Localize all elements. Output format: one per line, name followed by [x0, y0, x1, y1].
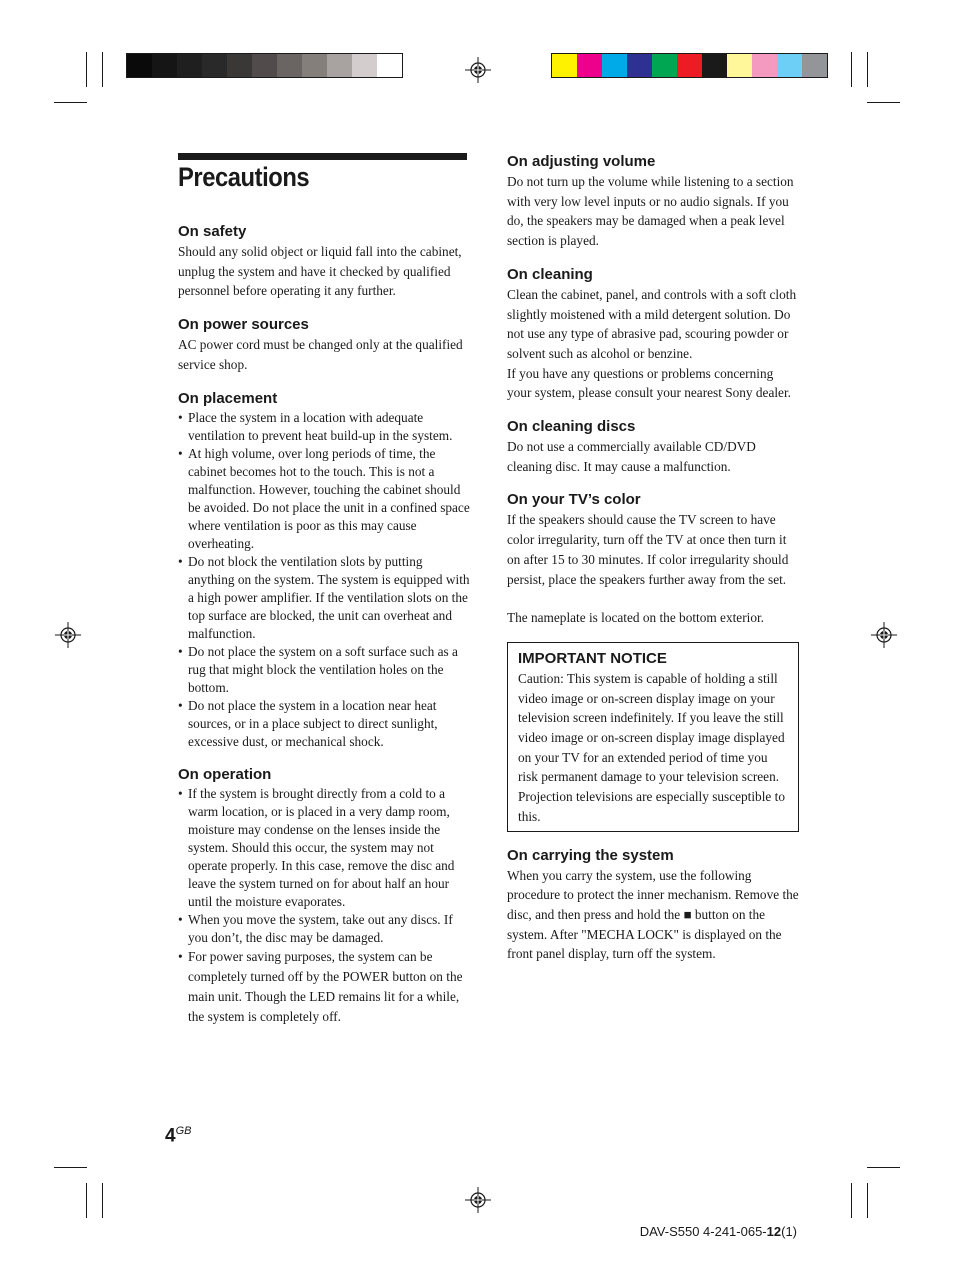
- crop-mark: [102, 1183, 103, 1218]
- color-swatch: [752, 54, 777, 77]
- registration-mark-icon: [871, 622, 897, 648]
- color-swatch: [602, 54, 627, 77]
- registration-mark-icon: [55, 622, 81, 648]
- footer-model: DAV-S550 4-241-065-: [639, 1224, 767, 1239]
- color-swatch: [652, 54, 677, 77]
- section-text: When you carry the system, use the following procedure to protect the inner mechanism. Remove the disc, and then press and hold the ■ button on the system. After "MECHA LOCK" is displayed on the front panel display, turn off the system.: [507, 867, 799, 962]
- crop-mark: [867, 52, 868, 87]
- bullet-list: [178, 409, 470, 751]
- footer-bold: 12: [766, 1224, 782, 1239]
- section-text: Do not use a commercially available CD/DVD cleaning disc. It may cause a malfunction.: [507, 439, 756, 474]
- grayscale-calibration-bar: [126, 53, 403, 78]
- section-tv-color: [507, 490, 799, 628]
- section-text: Clean the cabinet, panel, and controls with a soft cloth slightly moistened with a mild detergent solution. Do not use any type of abrasive pad, scouring powder or solvent such as alcohol or benzine.: [507, 286, 797, 361]
- section-cleaning-discs: [507, 417, 799, 476]
- color-swatch: [577, 54, 602, 77]
- page-number-value: 4: [165, 1125, 176, 1147]
- color-swatch: [327, 54, 352, 77]
- section-text: If you have any questions or problems concerning your system, please consult your nearest Sony dealer.: [507, 365, 791, 401]
- crop-mark: [54, 1167, 87, 1168]
- section-text: AC power cord must be changed only at the qualified service shop.: [178, 337, 463, 372]
- left-column: [178, 222, 470, 1041]
- color-swatch: [202, 54, 227, 77]
- color-swatch: [777, 54, 802, 77]
- section-cleaning: [507, 265, 799, 403]
- section-adjusting-volume: [507, 152, 799, 251]
- section-heading: On power sources: [178, 316, 309, 334]
- color-swatch: [727, 54, 752, 77]
- page-number-suffix: GB: [175, 1125, 192, 1137]
- section-text: Should any solid object or liquid fall into the cabinet, unplug the system and have it checked by qualified personnel before operating it any further.: [178, 244, 462, 299]
- color-swatch: [377, 54, 402, 77]
- color-swatch: [627, 54, 652, 77]
- section-carrying: [507, 846, 799, 965]
- section-heading: On operation: [178, 765, 272, 783]
- page-number: [165, 1125, 191, 1147]
- section-heading: On safety: [178, 223, 247, 240]
- crop-mark: [102, 52, 103, 87]
- section-placement: [178, 389, 470, 751]
- crop-mark: [851, 52, 852, 87]
- list-item: • Do not place the system in a location near heat sources, or in a place subject to direct sunlight, excessive dust, or mechanical shock.: [178, 697, 470, 751]
- crop-mark: [86, 52, 87, 87]
- crop-mark: [851, 1183, 852, 1218]
- list-item: • When you move the system, take out any discs. If you don’t, the disc may be damaged.: [178, 911, 470, 947]
- color-swatch: [302, 54, 327, 77]
- list-item: • Do not block the ventilation slots by putting anything on the system. The system is equipped with a high power amplifier. If the ventilation slots on the top surface are blocked, the unit can overheat and malfunction.: [178, 553, 470, 643]
- right-column: [507, 152, 799, 978]
- list-item: • If the system is brought directly from a cold to a warm location, or is placed in a very damp room, moisture may condense on the lenses inside the system. Should this occur, the system may not operate properly. In this case, remove the disc and leave the system turned on for about half an hour until the moisture evaporates.: [178, 785, 470, 911]
- color-swatch: [702, 54, 727, 77]
- list-item: • For power saving purposes, the system can be completely turned off by the POWER button on the main unit. Though the LED remains lit for a while, the system is completely off.: [178, 947, 470, 1027]
- color-calibration-bar: [551, 53, 828, 78]
- crop-mark: [867, 1183, 868, 1218]
- color-swatch: [127, 54, 152, 77]
- crop-mark: [54, 102, 87, 103]
- title-rule: [178, 153, 467, 160]
- footer-tail: (1): [781, 1224, 797, 1239]
- color-swatch: [252, 54, 277, 77]
- section-text: Do not turn up the volume while listening to a section with very low level inputs or no audio signals. If you do, the speakers may be damaged when a peak level section is played.: [507, 174, 794, 249]
- color-swatch: [677, 54, 702, 77]
- section-text: If the speakers should cause the TV screen to have color irregularity, turn off the TV at once then turn it on after 15 to 30 minutes. If color irregularity should persist, place the speakers further away from the set.: [507, 512, 789, 587]
- model-code-footer: [640, 1224, 797, 1239]
- color-swatch: [802, 54, 827, 77]
- section-safety: [178, 222, 470, 301]
- page-title: Precautions: [178, 162, 310, 192]
- section-heading: On cleaning: [507, 265, 593, 283]
- notice-heading: IMPORTANT NOTICE: [518, 649, 667, 667]
- color-swatch: [152, 54, 177, 77]
- list-item: • Do not place the system on a soft surface such as a rug that might block the ventilation holes on the bottom.: [178, 643, 470, 697]
- color-swatch: [352, 54, 377, 77]
- crop-mark: [867, 102, 900, 103]
- registration-mark-icon: [465, 1187, 491, 1213]
- section-heading: On adjusting volume: [507, 153, 656, 170]
- color-swatch: [552, 54, 577, 77]
- section-power-sources: [178, 315, 470, 374]
- notice-text: Caution: This system is capable of holding a still video image or on-screen display image on your television screen indefinitely. If you leave the still video image or on-screen display image displayed on your TV for an extended period of time you risk permanent damage to your television screen. Projection televisions are especially susceptible to this.: [518, 670, 785, 824]
- color-swatch: [277, 54, 302, 77]
- section-heading: On placement: [178, 389, 278, 407]
- crop-mark: [86, 1183, 87, 1218]
- section-heading: On carrying the system: [507, 846, 674, 864]
- section-operation: [178, 765, 470, 1027]
- color-swatch: [177, 54, 202, 77]
- color-swatch: [227, 54, 252, 77]
- bullet-list: [178, 785, 470, 1027]
- nameplate-note: The nameplate is located on the bottom exterior.: [507, 610, 764, 626]
- crop-mark: [867, 1167, 900, 1168]
- list-item: • At high volume, over long periods of time, the cabinet becomes hot to the touch. This is not a malfunction. However, touching the cabinet should be avoided. Do not place the unit in a confined space where ventilation is poor as this may cause overheating.: [178, 445, 470, 553]
- list-item: • Place the system in a location with adequate ventilation to prevent heat build-up in the system.: [178, 409, 470, 445]
- section-heading: On cleaning discs: [507, 418, 636, 436]
- section-heading: On your TV’s color: [507, 491, 641, 509]
- important-notice-box: [507, 642, 799, 832]
- registration-mark-icon: [465, 57, 491, 83]
